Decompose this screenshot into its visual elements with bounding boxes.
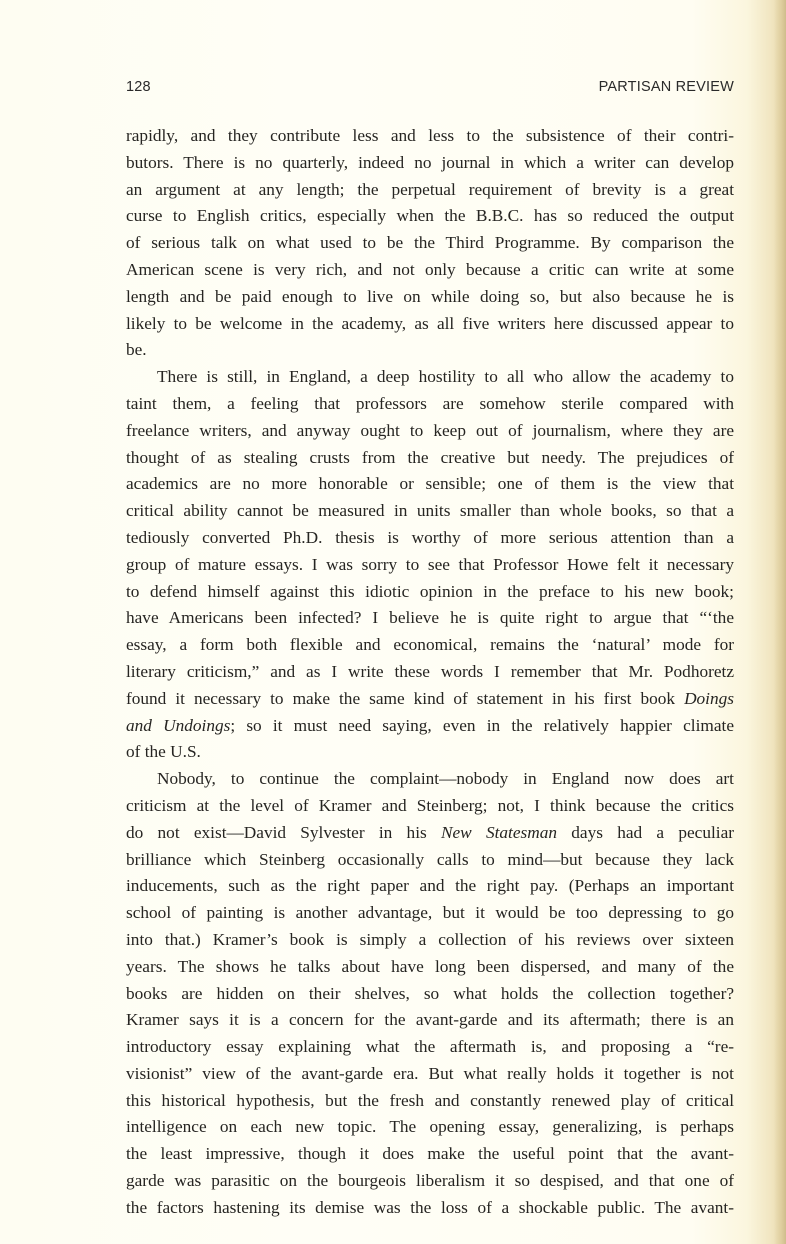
- text-line: Kramer says it is a concern for the avant-garde and its aftermath; there is an: [126, 1010, 734, 1030]
- text-fragment: found it necessary to make the same kind of statement in his first book: [126, 688, 685, 708]
- book-title-doings: Doings: [684, 688, 734, 708]
- text-line: be.: [126, 340, 147, 360]
- text-line: American scene is very rich, and not only because a critic can write at some: [126, 259, 734, 279]
- text-line: literary criticism,” and as I write these words I remember that Mr. Podhoretz: [126, 661, 734, 681]
- text-line: length and be paid enough to live on while doing so, but also because he is: [126, 286, 734, 306]
- text-line: critical ability cannot be measured in units smaller than whole books, so that a: [126, 501, 734, 521]
- text-line: the factors hastening its demise was the loss of a shockable public. The avant-: [126, 1197, 734, 1217]
- text-line: brilliance which Steinberg occasionally calls to mind—but because they lack: [126, 849, 734, 869]
- page-number: 128: [126, 79, 151, 95]
- book-title-undoings: and Undoings: [126, 715, 231, 735]
- text-line: freelance writers, and anyway ought to keep out of journalism, where they are: [126, 420, 734, 440]
- text-line: criticism at the level of Kramer and Steinberg; not, I think because the critics: [126, 795, 734, 815]
- text-line: rapidly, and they contribute less and less to the subsistence of their contri-: [126, 126, 734, 145]
- text-line: have Americans been infected? I believe he is quite right to argue that “‘the: [126, 608, 734, 628]
- text-line: butors. There is no quarterly, indeed no journal in which a writer can develop: [126, 152, 734, 172]
- text-line: introductory essay explaining what the aftermath is, and proposing a “re-: [126, 1037, 734, 1057]
- text-line: academics are no more honorable or sensible; one of them is the view that: [126, 474, 734, 494]
- text-line: this historical hypothesis, but the fresh and constantly renewed play of critical: [126, 1090, 734, 1110]
- text-line-with-title: [126, 820, 734, 847]
- text-line: books are hidden on their shelves, so what holds the collection together?: [126, 983, 734, 1003]
- text-line: into that.) Kramer’s book is simply a collection of his reviews over sixteen: [126, 929, 734, 949]
- text-line: There is still, in England, a deep hostility to all who allow the academy to: [157, 367, 734, 387]
- text-line: garde was parasitic on the bourgeois liberalism it so despised, and that one of: [126, 1171, 734, 1191]
- text-line: inducements, such as the right paper and the right pay. (Perhaps an important: [126, 876, 734, 896]
- paragraph-3: [126, 766, 734, 1222]
- text-line: visionist” view of the avant-garde era. But what really holds it together is not: [126, 1063, 734, 1083]
- text-line: to defend himself against this idiotic opinion in the preface to his new book;: [126, 581, 734, 601]
- text-line: Nobody, to continue the complaint—nobody in England now does art: [157, 769, 734, 789]
- book-binding-shadow: [774, 0, 786, 1244]
- text-line: school of painting is another advantage, but it would be too depressing to go: [126, 903, 734, 923]
- text-line: taint them, a feeling that professors are somehow sterile compared with: [126, 393, 734, 413]
- text-line: essay, a form both flexible and economical, remains the ‘natural’ mode for: [126, 635, 734, 655]
- text-line: curse to English critics, especially when the B.B.C. has so reduced the output: [126, 206, 734, 226]
- text-line: group of mature essays. I was sorry to see that Professor Howe felt it necessary: [126, 554, 734, 574]
- text-line: tediously converted Ph.D. thesis is worthy of more serious attention than a: [126, 527, 734, 547]
- text-line: intelligence on each new topic. The opening essay, generalizing, is perhaps: [126, 1117, 734, 1137]
- journal-title: PARTISAN REVIEW: [598, 79, 734, 95]
- text-line-with-title: [126, 713, 734, 740]
- text-fragment: days had a peculiar: [557, 822, 734, 842]
- text-line: the least impressive, though it does make the useful point that the avant-: [126, 1144, 734, 1164]
- article-body: [126, 123, 734, 1222]
- text-line: of the U.S.: [126, 742, 201, 762]
- text-line: an argument at any length; the perpetual requirement of brevity is a great: [126, 179, 734, 199]
- running-head: [126, 79, 734, 99]
- text-line: years. The shows he talks about have long been dispersed, and many of the: [126, 956, 734, 976]
- paragraph-2: [126, 364, 734, 766]
- text-fragment: ; so it must need saying, even in the relatively happier climate: [230, 715, 734, 735]
- paragraph-1: [126, 123, 734, 364]
- periodical-title-new-statesman: New Statesman: [440, 822, 558, 842]
- text-line-with-title: [126, 686, 734, 713]
- text-fragment: do not exist—David Sylvester in his: [126, 822, 441, 842]
- text-line: likely to be welcome in the academy, as all five writers here discussed appear to: [126, 313, 734, 333]
- text-line: of serious talk on what used to be the Third Programme. By comparison the: [126, 233, 734, 253]
- text-line: thought of as stealing crusts from the creative but needy. The prejudices of: [126, 447, 734, 467]
